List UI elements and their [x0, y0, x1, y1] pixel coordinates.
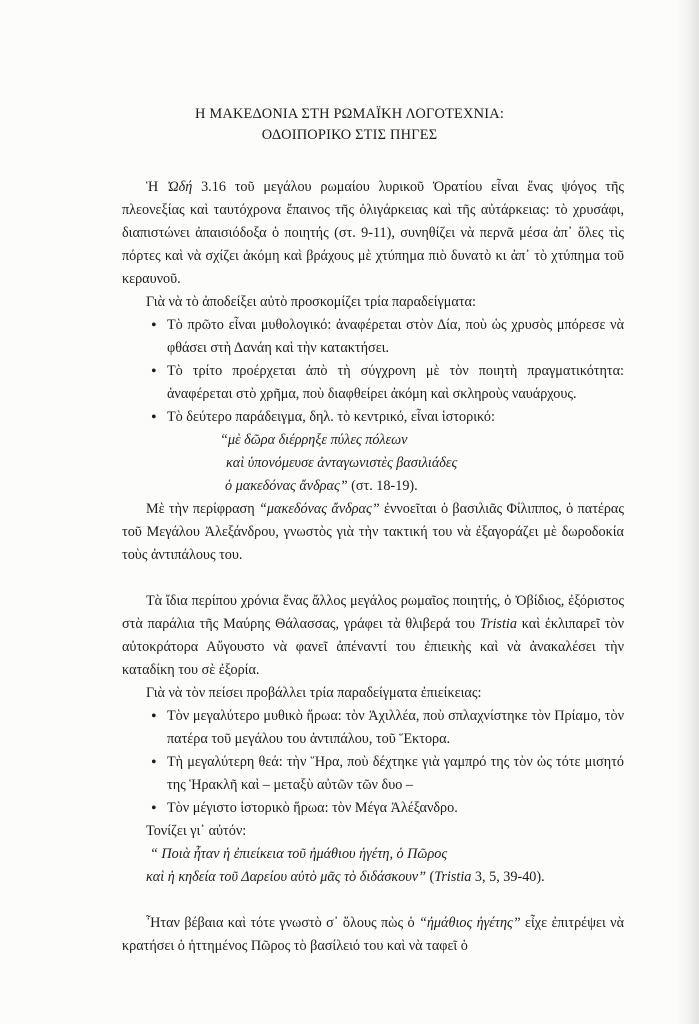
- verse-line-text: “μὲ δῶρα διέρρηξε πύλες πόλεων: [220, 432, 408, 448]
- verse-line: [220, 452, 624, 475]
- verse-line-text: ὁ μακεδόνας ἄνδρας”: [225, 478, 348, 494]
- text-run: ἐννοεῖται ὁ βασιλιᾶς Φίλιππος, ὁ πατέρας τοῦ Μεγάλου Ἀλεξάνδρου, γνωστὸς γιὰ τὴν τακτική του νὰ ἐξαγοράζει μὲ δωροδοκία τοὺς ἀντιπάλους του.: [122, 501, 624, 563]
- quote-reference-open: (: [426, 869, 435, 885]
- block-quote: [122, 843, 624, 889]
- emphasis-quote: “μακεδόνας ἄνδρας”: [258, 501, 380, 517]
- list-item: • Τὴ μεγαλύτερη θεά: τὴν Ἥρα, ποὺ δέχτηκε γιὰ γαμπρό της τὸν ὡς τότε μισητό της Ἡρακλῆ καὶ – μεταξὺ αὐτῶν τῶν δυο –: [151, 751, 624, 797]
- paragraph-clemency-examples: Γιὰ νὰ τὸν πείσει προβάλλει τρία παραδείγματα ἐπιείκειας:: [146, 685, 482, 701]
- text-run: καὶ ἐκλιπαρεῖ τὸν αὐτοκράτορα Αὔγουστο νὰ φανεῖ ἀπέναντί του ἐπιεικὴς καὶ νὰ ἀνακαλέσει τὴν καταδίκη του σὲ ἐξορία.: [122, 616, 624, 678]
- quote-line: [146, 843, 624, 866]
- verse-line: [220, 475, 624, 498]
- page-edge-shadow: [677, 0, 699, 1024]
- emphasis-quote: “ἠμάθιος ἡγέτης”: [419, 915, 521, 931]
- verse-quote: [167, 429, 624, 498]
- quote-line-text: καὶ ἡ κηδεία τοῦ Δαρείου αὐτὸ μᾶς τὸ διδάσκουν”: [146, 869, 426, 885]
- text-run: Ἡ: [146, 179, 167, 195]
- emphasis-ode: Ὠδή: [167, 179, 193, 195]
- text-run: 3.16 τοῦ μεγάλου ρωμαίου λυρικοῦ Ὁρατίου εἶναι ἕνας ψόγος τῆς πλεονεξίας καὶ ταυτόχρονα ἔπαινος τῆς ὀλιγάρκειας καὶ τῆς αὐτάρκειας: τὸ χρυσάφι, διαπιστώνει ἀπαισιόδοξα ὁ ποιητής (στ. 9-11), συνηθίζει νὰ περνᾶ μέσα ἀπ᾽ ὅλες τὶς πόρτες καὶ νὰ σχίζει ἀκόμη καὶ βράχους μὲ χτύπημα πιὸ δυνατὸ κι ἀπ᾽ τὸ χτύπημα τοῦ κεραυνοῦ.: [122, 179, 624, 287]
- verse-reference: (στ. 18-19).: [347, 478, 418, 494]
- list-item: • Τὸ τρίτο προέρχεται ἀπὸ τὴ σύγχρονη μὲ τὸν ποιητὴ πραγματικότητα: ἀναφέρεται στὸ χρῆμα, ποὺ διαφθείρει ἀκόμη καὶ σκληροὺς ναυάρχους.: [151, 360, 624, 406]
- quote-line-text: “ Ποιὰ ἦταν ἡ ἐπιείκεια τοῦ ἠμάθιου ἡγέτη, ὁ Πῶρος: [150, 846, 448, 862]
- paragraph-ovid-intro: [122, 590, 624, 682]
- paragraph-horace-intro: [122, 176, 624, 291]
- paragraph-porus: [122, 912, 624, 958]
- text-run: Τὰ ἴδια περίπου χρόνια ἕνας ἄλλος μεγάλος ρωμαῖος ποιητής, ὁ Ὀβίδιος, ἐξόριστος στὰ παράλια τῆς Μαύρης Θάλασσας, γράφει τὰ θλιβερά του: [122, 593, 624, 632]
- bullet-list-ovid: [122, 705, 624, 820]
- verse-line-text: καὶ ὑπονόμευσε ἀνταγωνιστὲς βασιλιάδες: [226, 455, 458, 471]
- quote-reference: 3, 5, 39-40).: [471, 869, 545, 885]
- section-gap: [122, 889, 624, 912]
- chapter-title-line-1: Η ΜΑΚΕΔΟΝΙΑ ΣΤΗ ΡΩΜΑΪΚΗ ΛΟΓΟΤΕΧΝΙΑ:: [194, 106, 505, 122]
- verse-line: [220, 429, 624, 452]
- emphasis-tristia: Tristia: [434, 869, 472, 885]
- list-item: • Τὸν μεγαλύτερο μυθικὸ ἥρωα: τὸν Ἀχιλλέα, ποὺ σπλαχνίστηκε τὸν Πρίαμο, τὸν πατέρα τοῦ μεγάλου του ἀντιπάλου, τοῦ Ἕκτορα.: [151, 705, 624, 751]
- chapter-title: [0, 104, 699, 146]
- paragraph-three-examples: Γιὰ νὰ τὸ ἀποδείξει αὐτὸ προσκομίζει τρία παραδείγματα:: [146, 294, 476, 310]
- body-text: [122, 176, 624, 958]
- quote-line: [146, 866, 624, 889]
- emphasis-tristia: Tristia: [479, 616, 517, 632]
- list-item: • Τὸν μέγιστο ἱστορικὸ ἥρωα: τὸν Μέγα Ἀλέξανδρο.: [151, 797, 624, 820]
- bullet-list-horace: [122, 314, 624, 498]
- section-gap: [122, 567, 624, 590]
- chapter-title-line-2: ΟΔΟΙΠΟΡΙΚΟ ΣΤΙΣ ΠΗΓΕΣ: [261, 127, 438, 143]
- text-run: Ἦταν βέβαια καὶ τότε γνωστὸ σ᾽ ὅλους πὼς ὁ: [146, 915, 419, 931]
- text-run: εἶχε ἐπιτρέψει νὰ κρατήσει ὁ ἡττημένος Πῶρος τὸ βασίλειό του καὶ νὰ ταφεῖ ὁ: [122, 915, 625, 954]
- paragraph-philip: [122, 498, 624, 567]
- list-item: • Τὸ πρῶτο εἶναι μυθολογικό: ἀναφέρεται στὸν Δία, ποὺ ὡς χρυσὸς μπόρεσε νὰ φθάσει στὴ Δανάη καὶ τὴν κατακτήσει.: [151, 314, 624, 360]
- paragraph-emphasis-intro: Τονίζει γι᾽ αὐτόν:: [146, 823, 247, 839]
- text-run: Μὲ τὴν περίφραση: [146, 501, 259, 517]
- list-item-text: Τὸ δεύτερο παράδειγμα, δηλ. τὸ κεντρικό, εἶναι ἱστορικό:: [167, 409, 495, 425]
- list-item: [151, 406, 624, 498]
